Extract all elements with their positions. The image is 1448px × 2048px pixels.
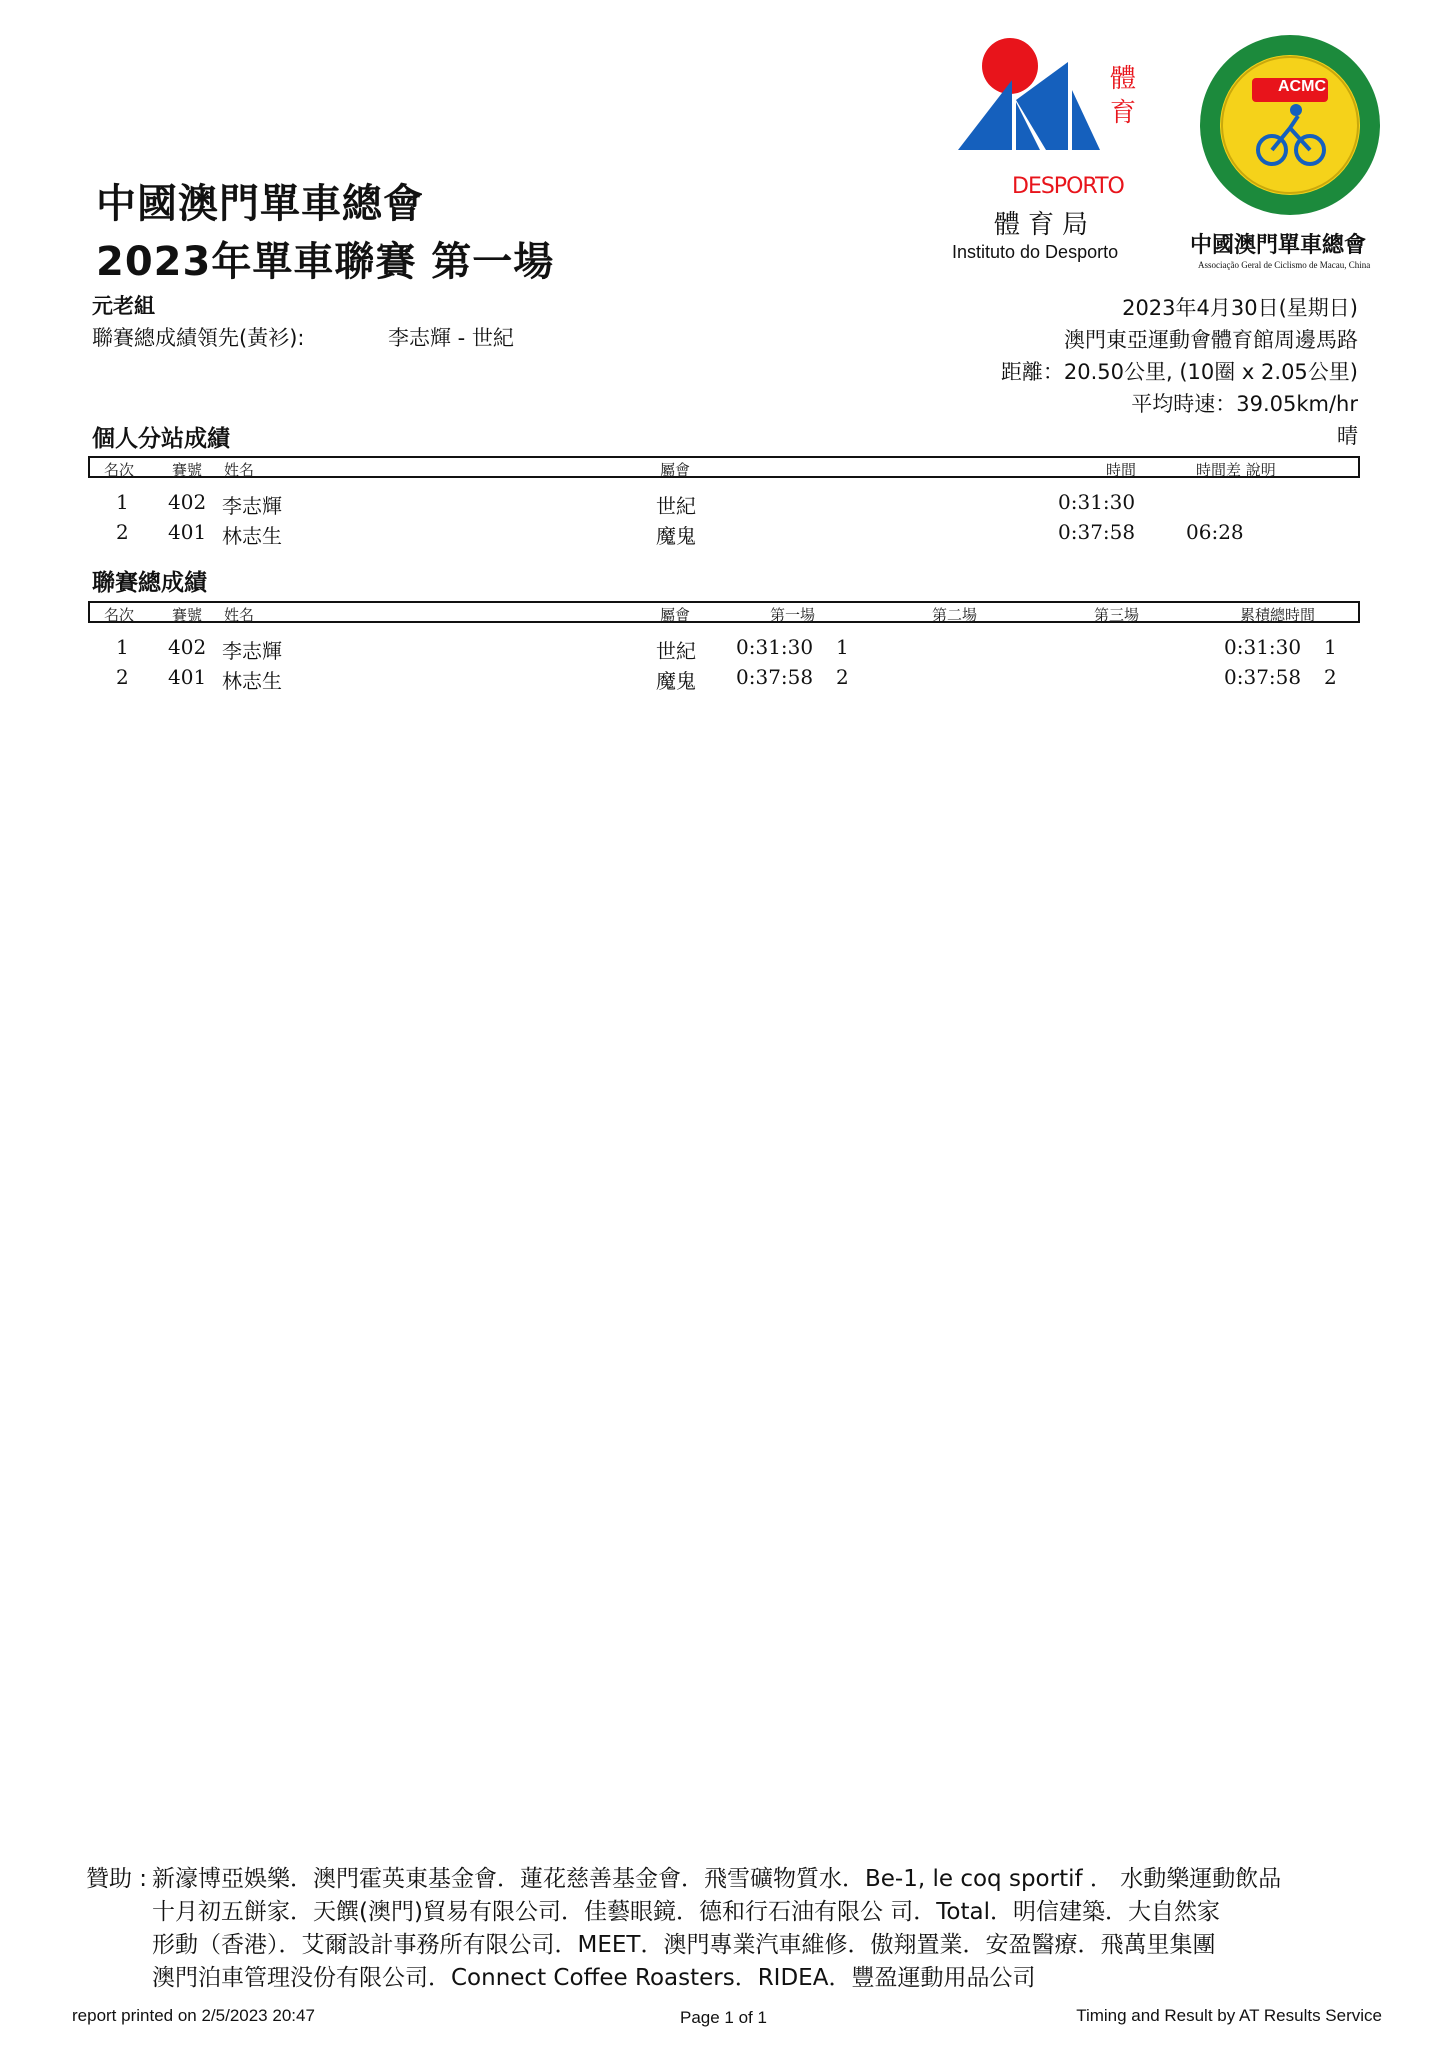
sponsor-line: 形動（香港）．艾爾設計事務所有限公司．MEET．澳門專業汽車維修．傲翔置業．安盈醫療．飛萬里集團 bbox=[152, 1932, 1216, 1958]
col-name: 姓名 bbox=[224, 461, 255, 479]
col-gap: 時間差 說明 bbox=[1196, 461, 1276, 479]
rank: 2 bbox=[116, 520, 129, 544]
col-rank: 名次 bbox=[104, 606, 135, 624]
category-label: 元老組 bbox=[92, 294, 155, 318]
rider-name: 李志輝 bbox=[222, 494, 282, 518]
race-distance: 距離：20.50公里, (10圈 x 2.05公里) bbox=[1000, 360, 1358, 384]
total-time: 0:37:58 bbox=[1224, 665, 1302, 689]
col-race2: 第二場 bbox=[932, 606, 978, 624]
race-date: 2023年4月30日(星期日) bbox=[1122, 296, 1358, 320]
event-title: 2023年單車聯賽 第一場 bbox=[96, 239, 555, 285]
rider-name: 李志輝 bbox=[222, 639, 282, 663]
table-row bbox=[88, 665, 1360, 695]
total-time: 0:31:30 bbox=[1224, 635, 1302, 659]
race-weather: 晴 bbox=[1337, 424, 1358, 448]
team: 魔鬼 bbox=[656, 524, 696, 548]
sponsor-line: 新濠博亞娛樂．澳門霍英東基金會．蓮花慈善基金會．飛雪礦物質水．Be-1, le coq sportif ． 水動樂運動飲品 bbox=[152, 1866, 1282, 1892]
overall-results-title: 聯賽總成績 bbox=[92, 570, 207, 596]
rider-name: 林志生 bbox=[222, 669, 282, 693]
time: 0:31:30 bbox=[1058, 490, 1136, 514]
overall-results-header bbox=[88, 601, 1360, 623]
acmc-badge-text: ACMC bbox=[1278, 78, 1326, 95]
leader-label: 聯賽總成績領先(黃衫): bbox=[92, 326, 305, 350]
stage-results-title: 個人分站成績 bbox=[92, 426, 230, 452]
acmc-emblem-icon bbox=[1190, 30, 1390, 220]
rider-name: 林志生 bbox=[222, 524, 282, 548]
col-bib: 賽號 bbox=[172, 606, 203, 624]
acmc-cn-name: 中國澳門單車總會 bbox=[1190, 233, 1367, 258]
bib: 402 bbox=[168, 635, 207, 659]
total-position: 1 bbox=[1324, 635, 1337, 659]
desporto-logo bbox=[950, 30, 1150, 270]
desporto-side-text-2: 育 bbox=[1110, 98, 1137, 128]
team: 世紀 bbox=[656, 639, 696, 663]
race1-position: 1 bbox=[836, 635, 849, 659]
sponsors-label: 贊助 : bbox=[86, 1866, 148, 1892]
printed-timestamp: report printed on 2/5/2023 20:47 bbox=[72, 2006, 315, 2025]
col-name: 姓名 bbox=[224, 606, 255, 624]
col-race3: 第三場 bbox=[1094, 606, 1140, 624]
stage-results-header bbox=[88, 456, 1360, 478]
col-rank: 名次 bbox=[104, 461, 135, 479]
race1-position: 2 bbox=[836, 665, 849, 689]
col-time: 時間 bbox=[1106, 461, 1137, 479]
acmc-pt-name: Associação Geral de Ciclismo de Macau, China bbox=[1198, 260, 1371, 270]
race-venue: 澳門東亞運動會體育館周邊馬路 bbox=[1064, 328, 1358, 352]
org-title: 中國澳門單車總會 bbox=[96, 181, 424, 227]
time: 0:37:58 bbox=[1058, 520, 1136, 544]
team: 世紀 bbox=[656, 494, 696, 518]
team: 魔鬼 bbox=[656, 669, 696, 693]
total-position: 2 bbox=[1324, 665, 1337, 689]
table-row bbox=[88, 490, 1360, 520]
table-row bbox=[88, 520, 1360, 550]
table-row bbox=[88, 635, 1360, 665]
col-team: 屬會 bbox=[660, 461, 691, 479]
desporto-wordmark: DESPORTO bbox=[1012, 174, 1124, 199]
col-bib: 賽號 bbox=[172, 461, 203, 479]
page-number: Page 1 of 1 bbox=[680, 2008, 767, 2027]
bib: 401 bbox=[168, 665, 207, 689]
rank: 1 bbox=[116, 490, 129, 514]
desporto-side-text-1: 體 bbox=[1110, 64, 1137, 94]
race1-time: 0:37:58 bbox=[736, 665, 814, 689]
bib: 402 bbox=[168, 490, 207, 514]
sponsor-line: 十月初五餅家．天饌(澳門)貿易有限公司．佳藝眼鏡．德和行石油有限公 司．Total．明信建築．大自然家 bbox=[152, 1899, 1220, 1925]
rank: 2 bbox=[116, 665, 129, 689]
timing-credit: Timing and Result by AT Results Service bbox=[1076, 2006, 1382, 2025]
gap: 06:28 bbox=[1186, 520, 1244, 544]
sponsor-line: 澳門泊車管理没份有限公司．Connect Coffee Roasters．RIDEA．豐盈運動用品公司 bbox=[152, 1965, 1036, 1991]
race-avg-speed: 平均時速：39.05km/hr bbox=[1131, 392, 1358, 416]
rank: 1 bbox=[116, 635, 129, 659]
race1-time: 0:31:30 bbox=[736, 635, 814, 659]
desporto-cn-name: 體育局 bbox=[994, 210, 1097, 240]
col-race1: 第一場 bbox=[770, 606, 816, 624]
leader-value: 李志輝 - 世紀 bbox=[388, 326, 514, 350]
col-total: 累積總時間 bbox=[1240, 606, 1316, 624]
desporto-pt-name: Instituto do Desporto bbox=[952, 242, 1119, 262]
acmc-logo bbox=[1180, 30, 1420, 280]
bib: 401 bbox=[168, 520, 207, 544]
col-team: 屬會 bbox=[660, 606, 691, 624]
